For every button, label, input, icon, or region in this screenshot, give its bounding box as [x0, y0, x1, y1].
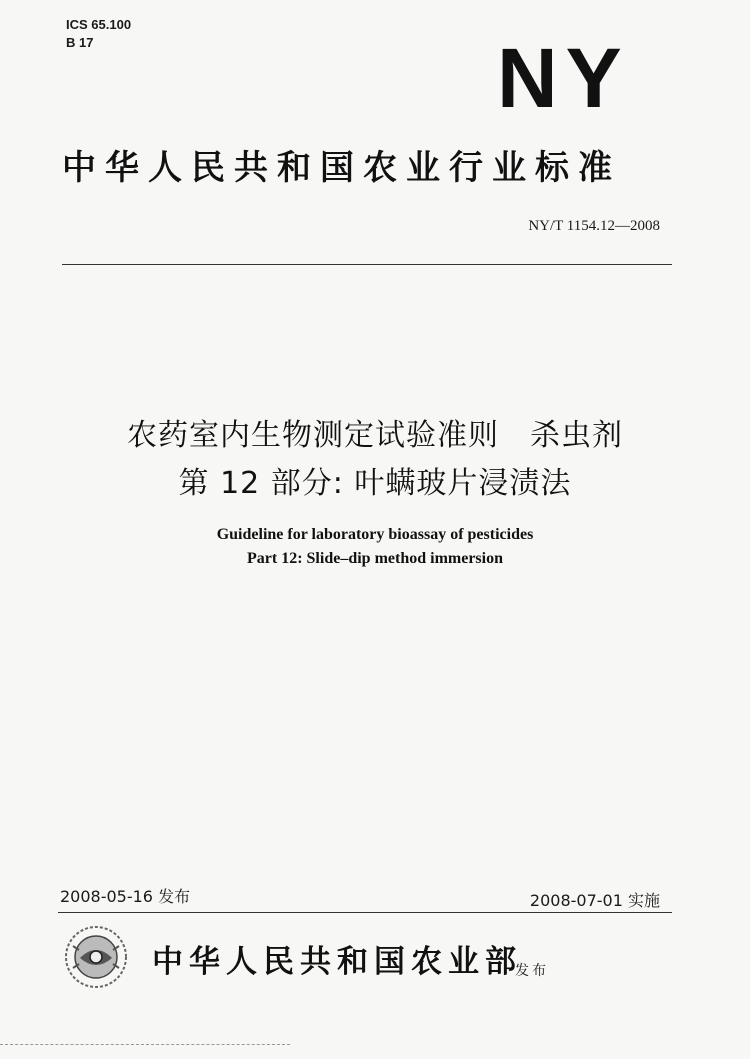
footer-divider — [58, 912, 672, 913]
ministry-emblem-icon — [63, 924, 129, 990]
classification-codes — [66, 16, 131, 52]
implement-date: 2008-07-01 实施 — [529, 891, 660, 910]
standard-number: NY/T 1154.12—2008 — [528, 218, 660, 234]
category-code: B 17 — [66, 35, 94, 50]
issue-date: 2008-05-16 发布 — [60, 887, 191, 906]
ministry-name: 中华人民共和国农业部 — [152, 944, 522, 980]
ny-logo: NY — [497, 31, 630, 125]
header-divider — [62, 264, 672, 265]
chinese-title-line-2: 第 12 部分: 叶螨玻片浸渍法 — [178, 466, 572, 501]
issue-label: 发布 — [515, 963, 549, 979]
standard-title: 中华人民共和国农业行业标准 — [62, 148, 621, 188]
english-title-line-1: Guideline for laboratory bioassay of pesticides — [216, 526, 534, 543]
ics-code: ICS 65.100 — [66, 17, 132, 32]
english-title-line-2: Part 12: Slide–dip method immersion — [247, 550, 503, 567]
chinese-title-line-1: 农药室内生物测定试验准则 杀虫剂 — [127, 418, 623, 453]
bottom-edge-line — [0, 1044, 290, 1045]
